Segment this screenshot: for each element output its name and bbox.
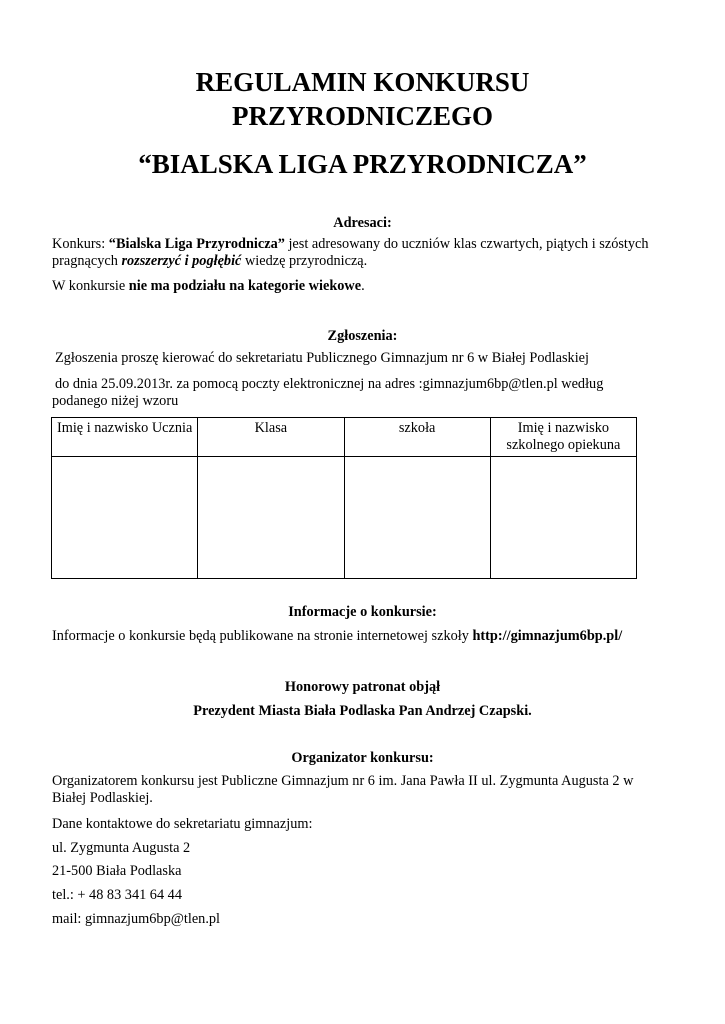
contact-city: 21-500 Biała Podlaska (52, 863, 182, 879)
contest-name: “Bialska Liga Przyrodnicza” (108, 236, 285, 252)
table-row (52, 457, 637, 579)
age-prefix: W konkursie (52, 278, 129, 294)
patronat-name: Prezydent Miasta Biała Podlaska Pan Andrzej Czapski. (193, 703, 532, 719)
school-website-link[interactable]: http://gimnazjum6bp.pl/ (472, 628, 623, 644)
column-header-student: Imię i nazwisko Ucznia (52, 418, 198, 457)
adresaci-emphasis: rozszerzyć i pogłębić (121, 253, 242, 269)
informacje-heading: Informacje o konkursie: (288, 604, 437, 620)
zgloszenia-paragraph-2: do dnia 25.09.2013r. za pomocą poczty elektronicznej na adres :gimnazjum6bp@tlen.pl według podanego niżej wzoru (52, 376, 604, 409)
adresaci-mid: jest adresowany do uczniów klas czwartych, piątych i szóstych pragnących (52, 236, 649, 269)
zgloszenia-heading: Zgłoszenia: (327, 328, 398, 344)
title-line-2: PRZYRODNICZEGO (231, 101, 494, 131)
zgloszenia-paragraph-1: Zgłoszenia proszę kierować do sekretariatu Publicznego Gimnazjum nr 6 w Białej Podlaskiej (55, 350, 589, 366)
cell-student (52, 457, 198, 579)
contact-mail: mail: gimnazjum6bp@tlen.pl (52, 911, 221, 927)
application-form-table (51, 417, 637, 579)
organizator-heading: Organizator konkursu: (291, 750, 434, 766)
age-suffix: . (361, 278, 365, 294)
cell-school (344, 457, 490, 579)
contact-street: ul. Zygmunta Augusta 2 (52, 840, 191, 856)
contact-intro: Dane kontaktowe do sekretariatu gimnazjum: (52, 816, 313, 832)
column-header-supervisor: Imię i nazwisko szkolnego opiekuna (490, 418, 636, 457)
title-line-3: “BIALSKA LIGA PRZYRODNICZA” (138, 149, 587, 179)
age-bold: nie ma podziału na kategorie wiekowe (128, 278, 362, 294)
informacje-text: Informacje o konkursie będą publikowane na stronie internetowej szkoły (52, 628, 473, 644)
informacje-paragraph (52, 628, 692, 645)
table-header-row (52, 418, 637, 457)
age-category-paragraph (52, 278, 672, 295)
contact-phone: tel.: + 48 83 341 64 44 (52, 887, 182, 903)
adresaci-heading: Adresaci: (333, 215, 392, 231)
cell-supervisor (490, 457, 636, 579)
patronat-heading: Honorowy patronat objął (284, 679, 441, 695)
cell-class (198, 457, 344, 579)
organizator-paragraph: Organizatorem konkursu jest Publiczne Gimnazjum nr 6 im. Jana Pawła II ul. Zygmunta Augusta 2 w Białej Podlaskiej. (52, 773, 634, 806)
title-line-1: REGULAMIN KONKURSU (195, 67, 530, 97)
adresaci-suffix: wiedzę przyrodniczą. (241, 253, 368, 269)
column-header-class: Klasa (198, 418, 344, 457)
column-header-school: szkoła (344, 418, 490, 457)
adresaci-paragraph (52, 236, 672, 270)
adresaci-prefix: Konkurs: (52, 236, 109, 252)
